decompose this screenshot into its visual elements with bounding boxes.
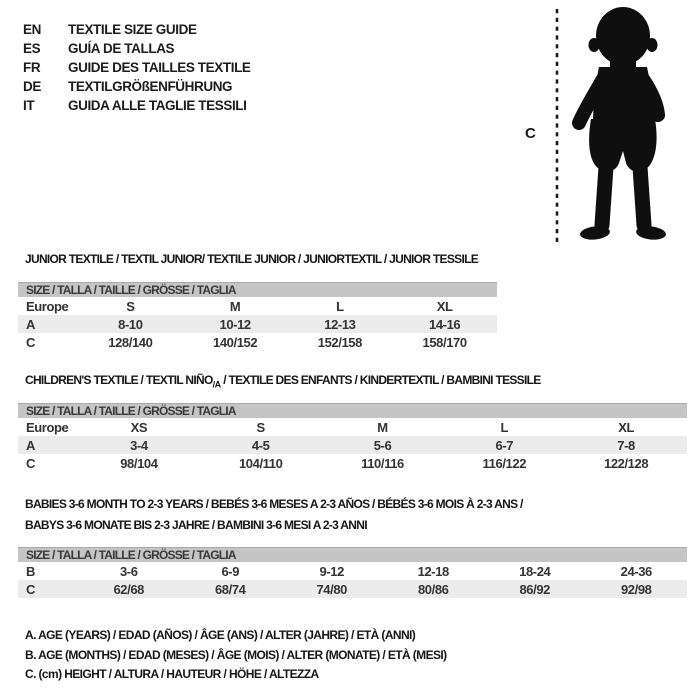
table-cell: 98/104: [120, 455, 158, 471]
table-cell: 12-13: [324, 316, 356, 332]
language-title: TEXTILGRÖßENFÜHRUNG: [68, 79, 233, 94]
table-cell: 10-12: [219, 316, 251, 332]
table-row-age: [18, 436, 687, 454]
language-code: ES: [23, 41, 41, 56]
heading-line-1: BABIES 3-6 MONTH TO 2-3 YEARS / BEBÉS 3-6 MESES A 2-3 AÑOS / BÉBÉS 3-6 MOIS À 2-3 ANS /: [25, 497, 523, 511]
table-cell: 140/152: [213, 334, 258, 350]
table-cell: M: [377, 419, 388, 435]
table-cell: 104/110: [238, 455, 283, 471]
language-row: [23, 39, 251, 58]
toddler-body-shape: [579, 7, 667, 241]
table-cell: 92/98: [620, 581, 652, 597]
table-cell: 18-24: [519, 563, 551, 579]
table-row-europe: [18, 297, 497, 315]
size-header-bar: SIZE / TALLA / TAILLE / GRÖSSE / TAGLIA: [18, 547, 687, 562]
table-cell: 12-18: [417, 563, 449, 579]
legend-line-c: C. (cm) HEIGHT / ALTURA / HAUTEUR / HÖHE / ALTEZZA: [25, 667, 319, 681]
table-cell: 110/116: [361, 455, 404, 471]
language-row: [23, 20, 251, 39]
size-header-bar: SIZE / TALLA / TAILLE / GRÖSSE / TAGLIA: [18, 282, 497, 297]
language-title: GUÍA DE TALLAS: [68, 41, 175, 56]
row-label: C: [26, 455, 35, 471]
junior-size-table: [18, 282, 497, 351]
table-cell: 8-10: [118, 316, 143, 332]
measure-c-label: C: [525, 125, 536, 142]
language-code: FR: [23, 60, 41, 75]
table-cell: XS: [130, 419, 148, 435]
baby-silhouette-icon: [515, 5, 700, 248]
language-code: DE: [23, 79, 41, 94]
table-cell: 6-9: [221, 563, 240, 579]
row-label: Europe: [26, 419, 69, 435]
table-cell: L: [336, 298, 344, 314]
table-row-height: [18, 580, 687, 598]
table-cell: 116/122: [482, 455, 527, 471]
table-cell: 62/68: [113, 581, 145, 597]
heading-line-2: BABYS 3-6 MONATE BIS 2-3 JAHRE / BAMBINI 3-6 MESI A 2-3 ANNI: [25, 518, 367, 532]
table-cell: S: [126, 298, 135, 314]
language-row: [23, 58, 251, 77]
legend-line-a: A. AGE (YEARS) / EDAD (AÑOS) / ÂGE (ANS) / ALTER (JAHRE) / ETÀ (ANNI): [25, 628, 416, 642]
table-cell: M: [229, 298, 241, 314]
table-cell: 9-12: [319, 563, 344, 579]
table-cell: 152/158: [317, 334, 362, 350]
table-cell: S: [256, 419, 265, 435]
table-cell: 7-8: [617, 437, 635, 453]
table-row-height: [18, 454, 687, 472]
table-row-age: [18, 315, 497, 333]
language-title: TEXTILE SIZE GUIDE: [68, 22, 197, 37]
table-cell: 3-6: [119, 563, 138, 579]
table-cell: 24-36: [620, 563, 652, 579]
table-cell: 128/140: [108, 334, 153, 350]
row-label: A: [26, 437, 35, 453]
language-code: EN: [23, 22, 41, 37]
language-code: IT: [23, 98, 35, 113]
row-label: A: [26, 316, 35, 332]
row-label: Europe: [26, 298, 69, 314]
table-cell: 6-7: [495, 437, 514, 453]
language-title-list: [23, 20, 251, 115]
table-cell: XL: [436, 298, 453, 314]
babies-size-table: [18, 547, 687, 598]
childrens-size-table: [18, 403, 687, 472]
measure-legend: [25, 626, 447, 685]
row-label: C: [26, 581, 35, 597]
language-title: GUIDA ALLE TAGLIE TESSILI: [68, 98, 247, 113]
row-label: C: [26, 334, 35, 350]
table-cell: 86/92: [519, 581, 551, 597]
childrens-section-heading: [25, 373, 541, 389]
language-row: [23, 77, 251, 96]
junior-section-heading: JUNIOR TEXTILE / TEXTIL JUNIOR/ TEXTILE JUNIOR / JUNIORTEXTIL / JUNIOR TESSILE: [25, 252, 479, 266]
heading-text: CHILDREN'S TEXTILE / TEXTIL NIÑO: [25, 373, 213, 387]
table-cell: 5-6: [373, 437, 392, 453]
table-cell: 74/80: [316, 581, 348, 597]
heading-subscript: /A: [212, 379, 221, 390]
table-cell: 158/170: [422, 334, 467, 350]
table-cell: 80/86: [417, 581, 449, 597]
table-cell: 4-5: [251, 437, 270, 453]
table-row-months: [18, 562, 687, 580]
table-cell: XL: [618, 419, 634, 435]
language-title: GUIDE DES TAILLES TEXTILE: [68, 60, 251, 75]
babies-section-heading: [25, 494, 523, 536]
heading-text: / TEXTILE DES ENFANTS / KINDERTEXTIL / BAMBINI TESSILE: [220, 373, 541, 387]
legend-line-b: B. AGE (MONTHS) / EDAD (MESES) / ÂGE (MOIS) / ALTER (MONATE) / ETÀ (MESI): [25, 647, 447, 662]
table-cell: 68/74: [214, 581, 246, 597]
row-label: B: [26, 563, 35, 579]
height-measure-figure: [515, 5, 700, 248]
language-row: [23, 96, 251, 115]
size-header-bar: SIZE / TALLA / TAILLE / GRÖSSE / TAGLIA: [18, 403, 687, 418]
table-cell: 122/128: [603, 455, 649, 471]
table-cell: 14-16: [429, 316, 461, 332]
table-row-europe: [18, 418, 687, 436]
table-row-height: [18, 333, 497, 351]
table-cell: L: [500, 419, 509, 435]
table-cell: 3-4: [130, 437, 148, 453]
